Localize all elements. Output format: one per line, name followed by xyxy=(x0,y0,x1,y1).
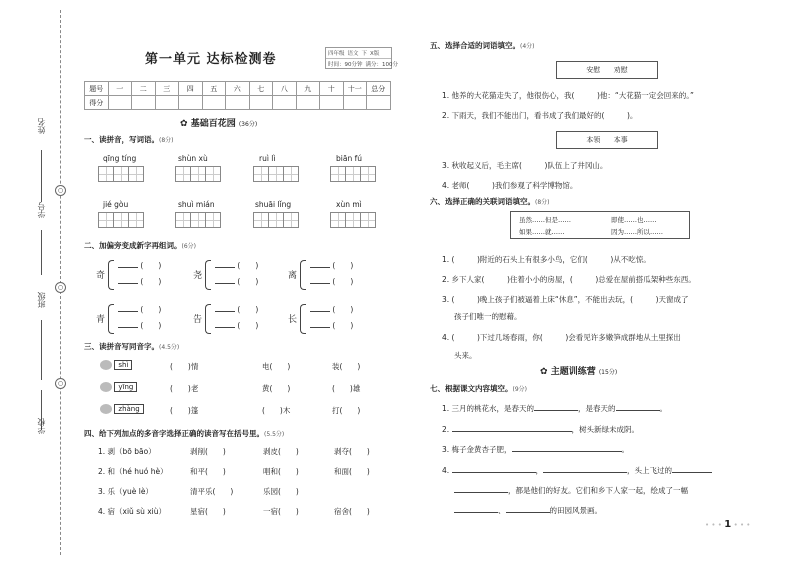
pinyin: qīng tíng xyxy=(103,154,137,163)
score-header-row xyxy=(85,82,391,96)
q7-4-cont: ，都是他们的好友。它们和乡下人家一起，绘成了一幅 xyxy=(454,485,688,496)
question: 4. ( )下过几场春雨，你( )会看见许多嫩笋成群地从土里探出 xyxy=(442,333,681,342)
score-cell: 九 xyxy=(296,82,320,96)
answer-blank[interactable] xyxy=(616,410,660,411)
word-choice-box: 安慰 劝慰 xyxy=(556,61,658,79)
class-line xyxy=(41,320,42,380)
score-input[interactable] xyxy=(132,96,156,110)
section-banner: ✿ 基础百花园 (36分) xyxy=(180,119,258,129)
school-label: 学校 xyxy=(37,418,46,434)
question: 1. 他养的大花猫走失了，他很伤心，我( )他：“大花猫一定会回来的。” xyxy=(442,91,694,100)
question: 3. ( )晚上孩子们被逼着上床“休息”，不能出去玩，( )天窗成了 xyxy=(442,295,689,304)
section-3-title: 三、读拼音写同音字。(4.5分) xyxy=(84,342,180,351)
fill-blank[interactable]: 乐园( ) xyxy=(263,487,299,496)
page-title: 第一单元 达标检测卷 xyxy=(145,52,277,67)
q7-4: 4. ， ，头上飞过的 xyxy=(442,465,712,476)
score-input[interactable] xyxy=(296,96,320,110)
score-cell: 四 xyxy=(179,82,203,96)
q7-3: 3. 梅子金黄杏子肥， 。 xyxy=(442,445,630,454)
polyphone-head: 2. 和（hé huó hè） xyxy=(98,467,168,476)
section-1-title: 一、读拼音，写词语。(8分) xyxy=(84,135,174,144)
fill-blank[interactable]: 装( ) xyxy=(332,362,361,371)
base-char: 长 xyxy=(288,315,298,325)
word-choice-box: 本领 本事 xyxy=(556,131,658,149)
fill-blank[interactable]: 打( ) xyxy=(332,406,361,415)
answer-blank[interactable] xyxy=(672,472,712,473)
new-char-blank-1[interactable]: ( ) xyxy=(310,260,353,271)
score-row xyxy=(85,96,391,110)
base-char: 青 xyxy=(96,315,106,325)
conjunction-box: 虽然……但是…… 即使……也…… 如果……就…… 因为……所以…… xyxy=(510,211,690,239)
radical-exercise xyxy=(96,304,396,344)
fill-blank[interactable]: 唱和( ) xyxy=(263,467,299,476)
new-char-blank-1[interactable]: ( ) xyxy=(118,260,161,271)
question: 1. ( )附近的石头上有很多小鸟，它们( )从不吃惊。 xyxy=(442,255,651,264)
score-input[interactable] xyxy=(367,96,391,110)
new-char-blank-2[interactable]: ( ) xyxy=(215,276,258,287)
pinyin-box: shì xyxy=(114,360,132,370)
score-cell: 得分 xyxy=(85,96,109,110)
binding-strip xyxy=(34,10,76,555)
new-char-blank-1[interactable]: ( ) xyxy=(310,304,353,315)
polyphone-head: 3. 乐（yuè lè） xyxy=(98,487,153,496)
score-input[interactable] xyxy=(202,96,226,110)
polyphone-head: 4. 宿（xiǔ sù xiù） xyxy=(98,507,167,516)
pinyin: xùn mì xyxy=(336,200,362,209)
answer-blank[interactable] xyxy=(452,472,536,473)
answer-blank[interactable] xyxy=(452,431,572,432)
section-2-title: 二、加偏旁变成新字再组词。(6分) xyxy=(84,241,196,250)
score-cell: 三 xyxy=(155,82,179,96)
pinyin: jié gòu xyxy=(103,200,129,209)
writing-grid[interactable] xyxy=(330,212,375,230)
score-cell: 题号 xyxy=(85,82,109,96)
base-char: 奇 xyxy=(96,271,106,281)
score-cell: 二 xyxy=(132,82,156,96)
score-cell: 八 xyxy=(273,82,297,96)
pinyin-box: yīng xyxy=(114,382,137,392)
fill-blank[interactable]: 黄( ) xyxy=(262,384,291,393)
binding-hole: ○ xyxy=(55,282,66,293)
score-cell: 七 xyxy=(249,82,273,96)
q7-4-cont2: 、 的田园风景画。 xyxy=(454,505,602,516)
score-cell: 总分 xyxy=(367,82,391,96)
name-label: 姓名 xyxy=(37,118,46,134)
polyphone-exercise xyxy=(98,446,408,556)
base-char: 离 xyxy=(288,271,298,281)
subject: 语文 xyxy=(347,51,359,57)
fill-blank[interactable]: 电( ) xyxy=(262,362,291,371)
section-5-title: 五、选择合适的词语填空。(4分) xyxy=(430,41,535,50)
q7-2: 2. ，树头新绿未成阴。 xyxy=(442,425,640,434)
new-char-blank-1[interactable]: ( ) xyxy=(215,260,258,271)
fill-blank[interactable]: 和平( ) xyxy=(190,467,226,476)
score-cell: 一 xyxy=(108,82,132,96)
pinyin: shuì mián xyxy=(178,200,215,209)
new-char-blank-2[interactable]: ( ) xyxy=(215,320,258,331)
base-char: 告 xyxy=(193,315,203,325)
answer-blank[interactable] xyxy=(454,492,508,493)
fill-blank[interactable]: 清平乐( ) xyxy=(190,487,234,496)
answer-blank[interactable] xyxy=(512,451,622,452)
id-label: 学号 xyxy=(37,202,46,218)
flower-icon: ✿ xyxy=(540,367,551,377)
volume: 下 xyxy=(361,51,368,57)
base-char: 尧 xyxy=(193,271,203,281)
bird-icon xyxy=(100,382,112,392)
fill-blank[interactable]: 一宿( ) xyxy=(263,507,299,516)
answer-blank[interactable] xyxy=(534,410,578,411)
fill-blank[interactable]: ( )雄 xyxy=(332,384,361,393)
new-char-blank-2[interactable]: ( ) xyxy=(310,276,353,287)
answer-blank[interactable] xyxy=(543,472,627,473)
new-char-blank-2[interactable]: ( ) xyxy=(118,320,161,331)
answer-blank[interactable] xyxy=(454,512,498,513)
binding-hole: ○ xyxy=(55,185,66,196)
writing-grid[interactable] xyxy=(175,212,220,230)
fill-blank[interactable]: 宿舍( ) xyxy=(334,507,370,516)
writing-grid[interactable] xyxy=(253,212,298,230)
pinyin: ruì lì xyxy=(259,154,276,163)
score-input[interactable] xyxy=(320,96,344,110)
question: 孩子们唯一的慰藉。 xyxy=(454,312,522,321)
flower-icon: ✿ xyxy=(180,119,191,129)
score-table xyxy=(84,81,391,110)
writing-grid[interactable] xyxy=(253,166,298,184)
score-input[interactable] xyxy=(249,96,273,110)
score-cell: 五 xyxy=(202,82,226,96)
new-char-blank-2[interactable]: ( ) xyxy=(118,276,161,287)
score-input[interactable] xyxy=(273,96,297,110)
grade: 四年级 xyxy=(328,51,345,57)
polyphone-head: 1. 剥（bō bāo） xyxy=(98,447,156,456)
fill-blank[interactable]: 剥削( ) xyxy=(190,447,226,456)
section-banner: ✿ 主题训练营 (15分) xyxy=(540,367,618,377)
bird-icon xyxy=(100,404,112,414)
exam-info xyxy=(325,47,398,69)
full-score: 满分：100分 xyxy=(365,62,398,68)
writing-grid[interactable] xyxy=(98,212,143,230)
fill-blank[interactable]: 剥夺( ) xyxy=(334,447,370,456)
question: 2. 下雨天，我们不能出门，看书成了我们最好的( )。 xyxy=(442,111,638,120)
writing-grid[interactable] xyxy=(98,166,143,184)
fill-blank[interactable]: ( )木 xyxy=(262,406,291,415)
fill-blank[interactable]: ( )老 xyxy=(170,384,199,393)
bird-icon xyxy=(100,360,112,370)
answer-blank[interactable] xyxy=(506,512,550,513)
binding-hole: ○ xyxy=(55,378,66,389)
question: 3. 秋收起义后，毛主席( )队伍上了井冈山。 xyxy=(442,161,608,170)
question: 2. 乡下人家( )住着小小的房屋，( )总爱在屋前搭瓜架种些东西。 xyxy=(442,275,696,284)
writing-grid[interactable] xyxy=(330,166,375,184)
score-input[interactable] xyxy=(343,96,367,110)
section-7-title: 七、根据课文内容填空。(9分) xyxy=(430,384,527,393)
fill-blank[interactable]: ( )篷 xyxy=(170,406,199,415)
writing-grid[interactable] xyxy=(175,166,220,184)
class-label: 班级 xyxy=(37,292,46,308)
section-6-title: 六、选择正确的关联词语填空。(8分) xyxy=(430,197,550,206)
id-line xyxy=(41,230,42,275)
homophone-exercise xyxy=(100,360,400,430)
exam-time: 时间：90分钟 xyxy=(328,62,363,68)
page-number: • • • 1 • • • xyxy=(705,519,751,530)
fill-blank[interactable]: 剥皮( ) xyxy=(263,447,299,456)
new-char-blank-1[interactable]: ( ) xyxy=(118,304,161,315)
pinyin: shuāi lǐng xyxy=(255,200,292,209)
score-cell: 十 xyxy=(320,82,344,96)
question: 4. 老师( )我们参观了科学博物馆。 xyxy=(442,181,578,190)
score-input[interactable] xyxy=(226,96,250,110)
edition: X版 xyxy=(370,51,380,57)
fill-blank[interactable]: 星宿( ) xyxy=(190,507,226,516)
name-line xyxy=(41,150,42,202)
fill-blank[interactable]: 和面( ) xyxy=(334,467,370,476)
section-4-title: 四、给下列加点的多音字选择正确的读音写在括号里。(5.5分) xyxy=(84,429,285,438)
pinyin-box: zhàng xyxy=(114,404,143,414)
score-cell: 六 xyxy=(226,82,250,96)
new-char-blank-1[interactable]: ( ) xyxy=(215,304,258,315)
pinyin: biān fú xyxy=(336,154,362,163)
pinyin: shùn xù xyxy=(178,154,208,163)
fill-blank[interactable]: ( )情 xyxy=(170,362,199,371)
score-input[interactable] xyxy=(108,96,132,110)
score-cell: 十一 xyxy=(343,82,367,96)
score-input[interactable] xyxy=(179,96,203,110)
new-char-blank-2[interactable]: ( ) xyxy=(310,320,353,331)
score-input[interactable] xyxy=(155,96,179,110)
q7-1: 1. 三月的桃花水，是春天的 ，是春天的 。 xyxy=(442,404,668,413)
question: 头来。 xyxy=(454,351,477,360)
